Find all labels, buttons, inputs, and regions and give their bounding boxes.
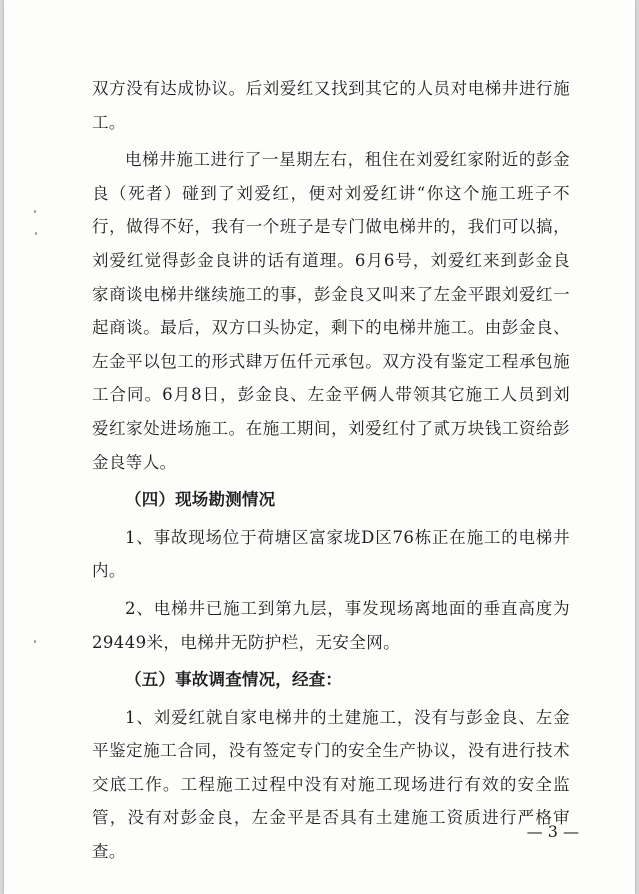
- section-heading-investigation: （五）事故调查情况，经查：: [125, 670, 343, 690]
- scan-speck: [35, 232, 37, 235]
- paragraph-contract-background: 电梯井施工进行了一星期左右，租住在刘爱红家附近的彭金良（死者）碰到了刘爱红，便对刘爱红讲“你这个施工班子不行，做得不好，我有一个班子是专门做电梯井的，我们可以搞，刘爱红觉得彭金良讲的话有道理。6月6号，刘爱红来到彭金良家商谈电梯井继续施工的事，彭金良又叫来了左金平跟刘爱红一起商谈。最后，双方口头协定，剩下的电梯井施工。由彭金良、左金平以包工的形式肆万伍仟元承包。双方没有鉴定工程承包施工合同。6月8日，彭金良、左金平俩人带领其它施工人员到刘爱红家处进场施工。在施工期间，刘爱红付了贰万块钱工资给彭金良等人。: [92, 150, 570, 472]
- document-page: [4, 0, 635, 894]
- scan-speck: [34, 640, 36, 643]
- paragraph-site-height: 2、电梯井已施工到第九层，事发现场离地面的垂直高度为29449米，电梯井无防护栏，无安全网。: [92, 598, 570, 652]
- paragraph-site-location: 1、事故现场位于荷塘区富家垅D区76栋正在施工的电梯井内。: [92, 527, 570, 581]
- paragraph-investigation-finding: 1、刘爱红就自家电梯井的土建施工，没有与彭金良、左金平鉴定施工合同，没有签定专门的安全生产协议，没有进行技术交底工作。工程施工过程中没有对施工现场进行有效的安全监管，没有对彭金良，左金平是否具有土建施工资质进行严格审查。: [92, 707, 570, 862]
- section-heading-site-survey: （四）现场勘测情况: [125, 490, 276, 510]
- scan-speck: [34, 210, 36, 213]
- page-number: — 3 —: [526, 822, 579, 841]
- paragraph-continuation: 双方没有达成协议。后刘爱红又找到其它的人员对电梯井进行施工。: [92, 79, 570, 132]
- body-text: [92, 72, 570, 869]
